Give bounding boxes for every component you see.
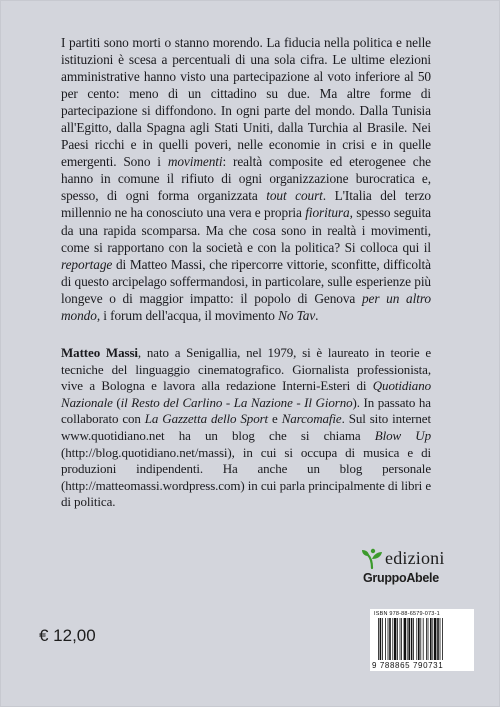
barcode-bar bbox=[426, 618, 427, 660]
author-name: Matteo Massi bbox=[61, 345, 138, 360]
blurb-emphasis: No Tav bbox=[278, 307, 316, 323]
isbn-label: ISBN 978-88-6579-073-1 bbox=[374, 611, 440, 617]
sprout-icon bbox=[361, 546, 383, 570]
bio-emphasis: Narcomafie bbox=[281, 411, 342, 427]
barcode-bar bbox=[394, 618, 396, 660]
blurb-emphasis: reportage bbox=[61, 256, 113, 272]
price: € 12,00 bbox=[39, 626, 96, 645]
barcode-bar bbox=[407, 618, 408, 660]
bio-segment: , nato a Senigallia, nel 1979, si è laureato in teorie e tecniche del linguaggio cinematografico. Giornalista professionista, vive a Bologna e lavora alla redazione Interni-Esteri di bbox=[61, 345, 431, 394]
author-bio bbox=[61, 345, 431, 511]
bio-emphasis: il Resto del Carlino - La Nazione - Il Giorno bbox=[120, 394, 353, 410]
barcode-bar bbox=[378, 618, 379, 660]
publisher-name: edizioni bbox=[385, 547, 445, 568]
barcode-bar bbox=[418, 618, 420, 660]
barcode-bar bbox=[413, 618, 414, 660]
blurb-segment: . bbox=[315, 307, 319, 323]
barcode-bar bbox=[442, 618, 443, 660]
blurb-emphasis: tout court bbox=[266, 188, 323, 204]
blurb-segment: , i forum dell'acqua, il movimento bbox=[96, 307, 279, 323]
bio-emphasis: Quotidiano Nazionale bbox=[61, 378, 431, 410]
barcode-bar bbox=[428, 618, 429, 660]
barcode-bar bbox=[382, 618, 383, 660]
isbn-digits: 9 788865 790731 bbox=[372, 661, 444, 670]
barcode-bar bbox=[400, 618, 401, 660]
barcode-bar bbox=[437, 618, 439, 660]
bio-segment: e bbox=[268, 411, 282, 427]
barcode-bar bbox=[389, 618, 391, 660]
blurb-paragraph bbox=[61, 34, 431, 324]
barcode-bar bbox=[401, 618, 402, 660]
barcode-bars bbox=[378, 618, 468, 660]
bio-emphasis: La Gazzetta dello Sport bbox=[144, 411, 269, 427]
barcode-bar bbox=[423, 618, 424, 660]
bio-paragraph bbox=[61, 345, 431, 511]
bio-emphasis: Blow Up bbox=[374, 427, 431, 443]
barcode-bar bbox=[404, 618, 406, 660]
barcode-bar bbox=[432, 618, 433, 660]
barcode-bar bbox=[430, 618, 432, 660]
blurb-segment: , spesso seguita da una rapida scomparsa. Ma che cosa sono in realtà i movimenti, come si rapportano con la società e con la politica? Si colloca qui il bbox=[61, 205, 431, 255]
blurb-segment: : realtà composite ed eterogenee che hanno in comune il rifiuto di ogni organizzazione burocratica e, spesso, di ogni forma organizzata bbox=[61, 154, 432, 204]
barcode-bar bbox=[411, 618, 413, 660]
barcode-bar bbox=[440, 618, 441, 660]
barcode-bar bbox=[385, 618, 386, 660]
blurb-segment: . L'Italia del terzo millennio ne ha conosciuto una vera e propria bbox=[61, 188, 432, 221]
barcode-bar bbox=[420, 618, 421, 660]
blurb-segment: di Matteo Massi, che ripercorre vittorie, sconfitte, difficoltà di questo arcipelago soffermandosi, in particolare, sulle esperienze più longeve o di maggior impatto: il popolo di Genova bbox=[61, 256, 431, 306]
blurb-emphasis: per un altro mondo bbox=[61, 290, 431, 323]
blurb-emphasis: movimenti bbox=[167, 154, 223, 170]
publisher-logo bbox=[361, 546, 461, 585]
blurb-segment: I partiti sono morti o stanno morendo. La fiducia nella politica e nelle istituzioni è scesa a percentuali di una sola cifra. Le ultime elezioni amministrative hanno visto una partecipazione al voto inferiore al 50 per cento: meno di un cittadino su due. Ma altre forme di partecipazione si diffondono. In ogni parte del mondo. Dalla Tunisia all'Egitto, dalla Spagna agli Stati Uniti, dalla Turchia al Brasile. Nei Paesi ricchi e in quelli poveri, nelle economie in crisi e in quelle emergenti. Sono i bbox=[61, 35, 431, 170]
barcode-bar bbox=[434, 618, 436, 660]
bio-segment: ). In passato ha collaborato con bbox=[61, 394, 431, 427]
barcode-bar bbox=[388, 618, 389, 660]
barcode-bar bbox=[416, 618, 417, 660]
blurb-text bbox=[61, 34, 431, 324]
publisher-logo-row bbox=[361, 546, 461, 570]
bio-segment: . Sul sito internet www.quotidiano.net ha un blog che si chiama bbox=[61, 411, 431, 443]
bio-segment: ( bbox=[112, 394, 121, 410]
barcode-bar bbox=[408, 618, 410, 660]
barcode-bar bbox=[397, 618, 398, 660]
publisher-group: GruppoAbele bbox=[363, 571, 439, 585]
bio-segment: (http://blog.quotidiano.net/massi), in cui si occupa di musica e di produzioni indipendenti. Ha anche un blog personale (http://matteomassi.wordpress.com) in cui parla principalmente di libri e di politica. bbox=[61, 444, 431, 510]
barcode-bar bbox=[392, 618, 393, 660]
blurb-emphasis: fioritura bbox=[305, 205, 350, 221]
barcode-bar bbox=[380, 618, 382, 660]
barcode bbox=[370, 609, 474, 671]
